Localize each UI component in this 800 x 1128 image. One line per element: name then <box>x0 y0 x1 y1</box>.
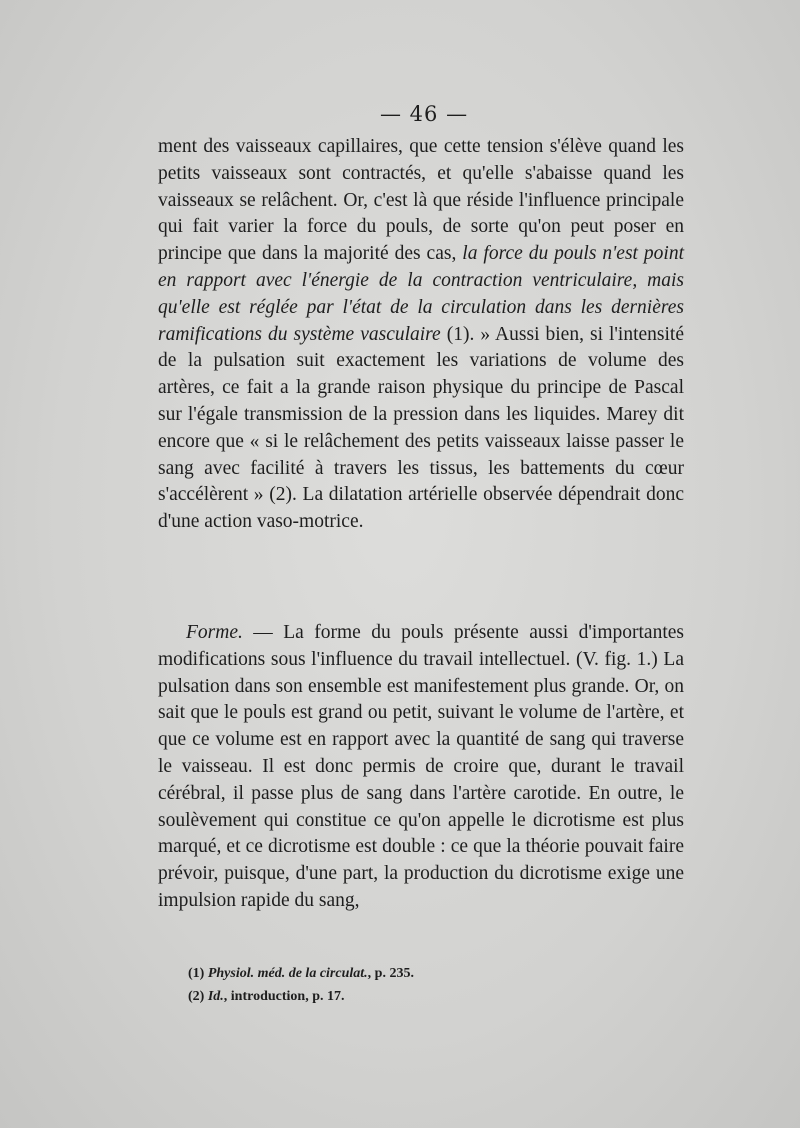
section-heading-forme: Forme. <box>186 622 243 643</box>
footnote-2: (2) Id., introduction, p. 17. <box>188 989 345 1004</box>
paragraph-pulse-form <box>158 620 684 915</box>
paragraph-text: (1). » Aussi bien, si l'intensité de la pulsation suit exactement les variations de volume des artères, ce fait a la grande raison physique du principe de Pascal sur l'égale transmission de la pression dans les liquides. Marey dit encore que « si le relâchement des petits vaisseaux laisse passer le sang avec facilité à travers les tissus, les battements du cœur s'accélèrent » (2). La dilatation artérielle observée dépendrait donc d'une action vaso-motrice. <box>158 323 685 533</box>
footnotes <box>188 962 414 1008</box>
italic-quote: la force du pouls n'est point en rapport avec l'énergie de la contraction ventriculaire, mais qu'elle est réglée par l'état de la circulation dans les dernières ramifications du système vasculaire <box>158 243 685 345</box>
page-number: — 46 — <box>380 102 469 126</box>
paragraph-pulse-force <box>158 134 684 536</box>
paragraph-text: — La forme du pouls présente aussi d'importantes modifications sous l'influence du travail intellectuel. (V. fig. 1.) La pulsation dans son ensemble est manifestement plus grande. Or, on sait que le pouls est grand ou petit, suivant le volume de l'artère, et que ce volume est en rapport avec la quantité de sang qui traverse le vaisseau. Il est donc permis de croire que, durant le travail cérébral, il passe plus de sang dans l'artère carotide. En outre, le soulèvement qui constitue ce qu'on appelle le dicrotisme est plus marqué, et ce dicrotisme est double : ce que la théorie pouvait faire prévoir, puisque, d'une part, la production du dicrotisme exige une impulsion rapide du sang, <box>158 622 684 911</box>
paragraph-text: ment des vaisseaux capillaires, que cette tension s'élève quand les petits vaisseaux sont contractés, et qu'elle s'abaisse quand les vaisseaux se relâchent. Or, c'est là que réside l'influence principale qui fait varier la force du pouls, de sorte qu'on peut poser en principe que dans la majorité des cas, <box>158 136 684 265</box>
footnote-1: (1) Physiol. méd. de la circulat., p. 235. <box>188 966 414 981</box>
